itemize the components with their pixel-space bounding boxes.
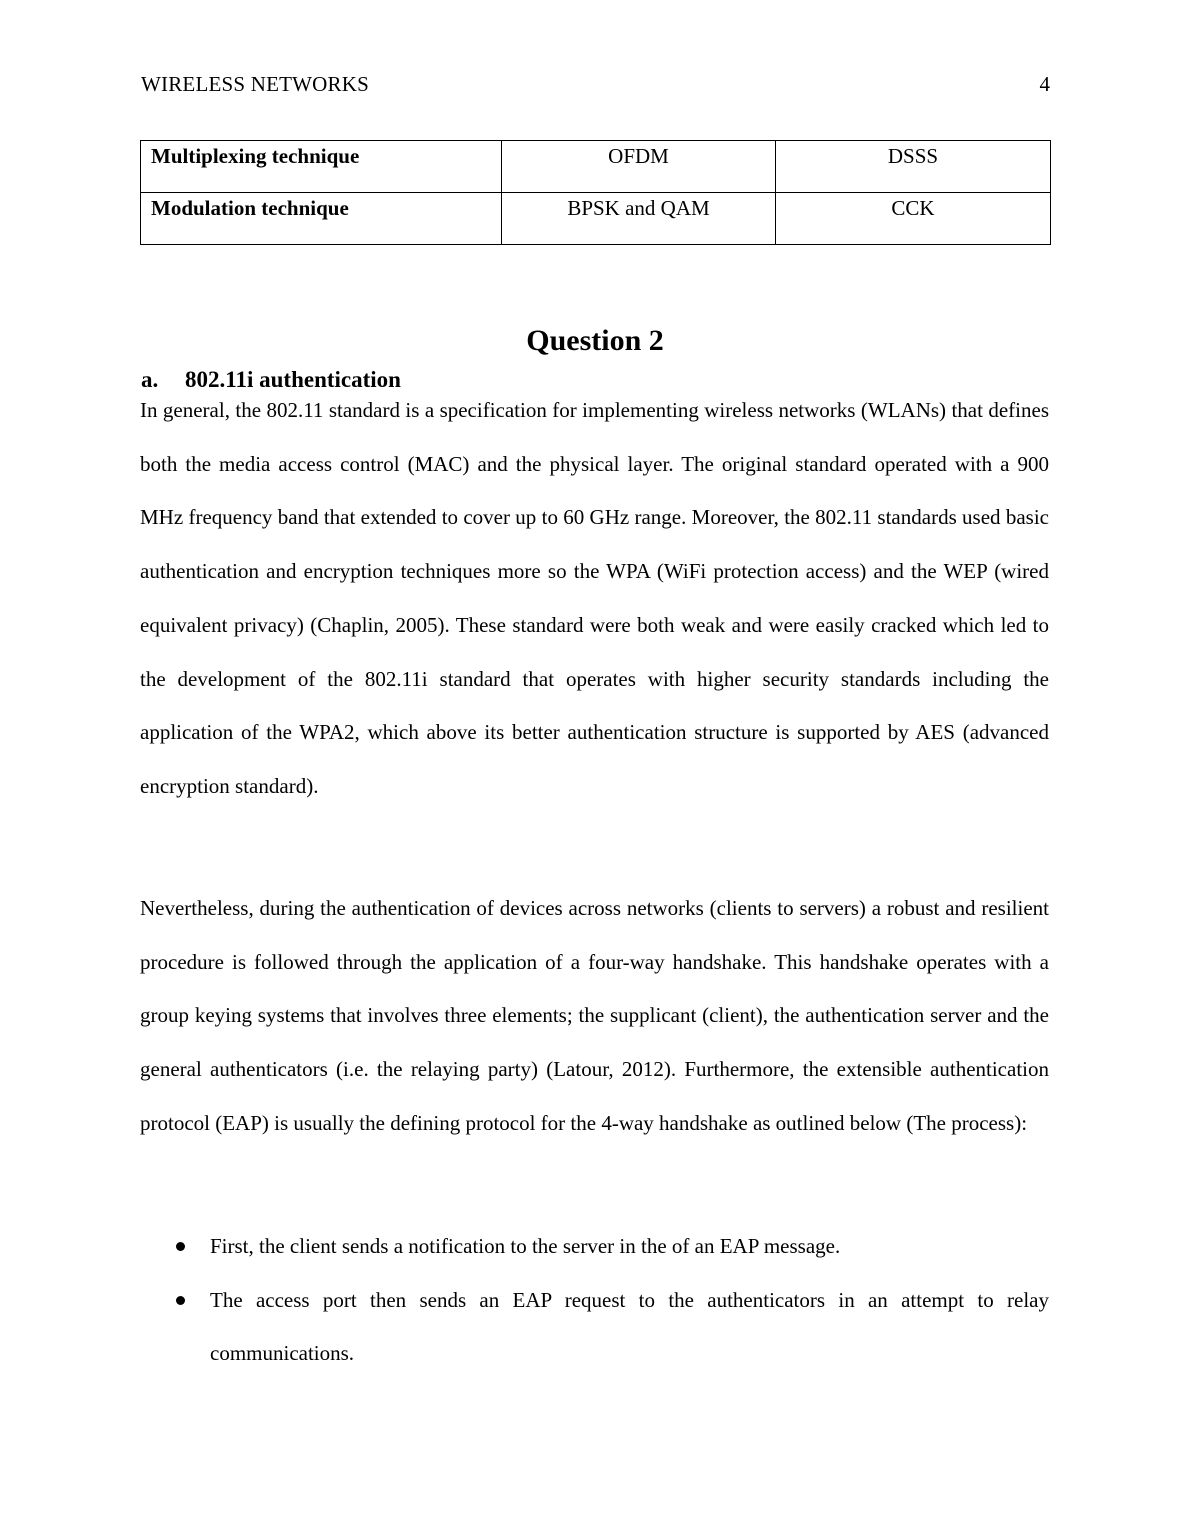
subsection-title: 802.11i authentication (185, 367, 401, 392)
table-row (141, 193, 1051, 245)
list-item-text: The access port then sends an EAP request to the authenticators in an attempt to relay communications. (210, 1287, 1049, 1365)
list-item (140, 1220, 1049, 1274)
page-number: 4 (1039, 72, 1050, 96)
list-item-text: First, the client sends a notification to the server in the of an EAP message. (210, 1234, 841, 1258)
section-title: Question 2 (526, 324, 664, 357)
body-paragraph: In general, the 802.11 standard is a specification for implementing wireless networks (WLANs) that defines both the media access control (MAC) and the physical layer. The original standard operated with a 900 MHz frequency band that extended to cover up to 60 GHz range. Moreover, the 802.11 standards used basic authentication and encryption techniques more so the WPA (WiFi protection access) and the WEP (wired equivalent privacy) (Chaplin, 2005). These standard were both weak and were easily cracked which led to the development of the 802.11i standard that operates with higher security standards including the application of the WPA2, which above its better authentication structure is supported by AES (advanced encryption standard). (140, 398, 1049, 798)
table-cell: CCK (776, 193, 1051, 245)
bullet-icon (176, 1242, 185, 1251)
table-row (141, 141, 1051, 193)
list-item (140, 1274, 1049, 1381)
table-cell: BPSK and QAM (502, 193, 776, 245)
table-cell: OFDM (502, 141, 776, 193)
table-cell: DSSS (776, 141, 1051, 193)
running-head: WIRELESS NETWORKS (141, 72, 369, 96)
body-paragraph: Nevertheless, during the authentication of devices across networks (clients to servers) a robust and resilient procedure is followed through the application of a four-way handshake. This handshake operates with a group keying systems that involves three elements; the supplicant (client), the authentication server and the general authenticators (i.e. the relaying party) (Latour, 2012). Furthermore, the extensible authentication protocol (EAP) is usually the defining protocol for the 4-way handshake as outlined below (The process): (140, 896, 1049, 1135)
bullet-icon (176, 1296, 185, 1305)
comparison-table (140, 140, 1051, 245)
table-row-label: Multiplexing technique (141, 141, 502, 193)
table-row-label: Modulation technique (141, 193, 502, 245)
subsection-marker: a. (141, 367, 159, 392)
process-list (140, 1220, 1049, 1381)
